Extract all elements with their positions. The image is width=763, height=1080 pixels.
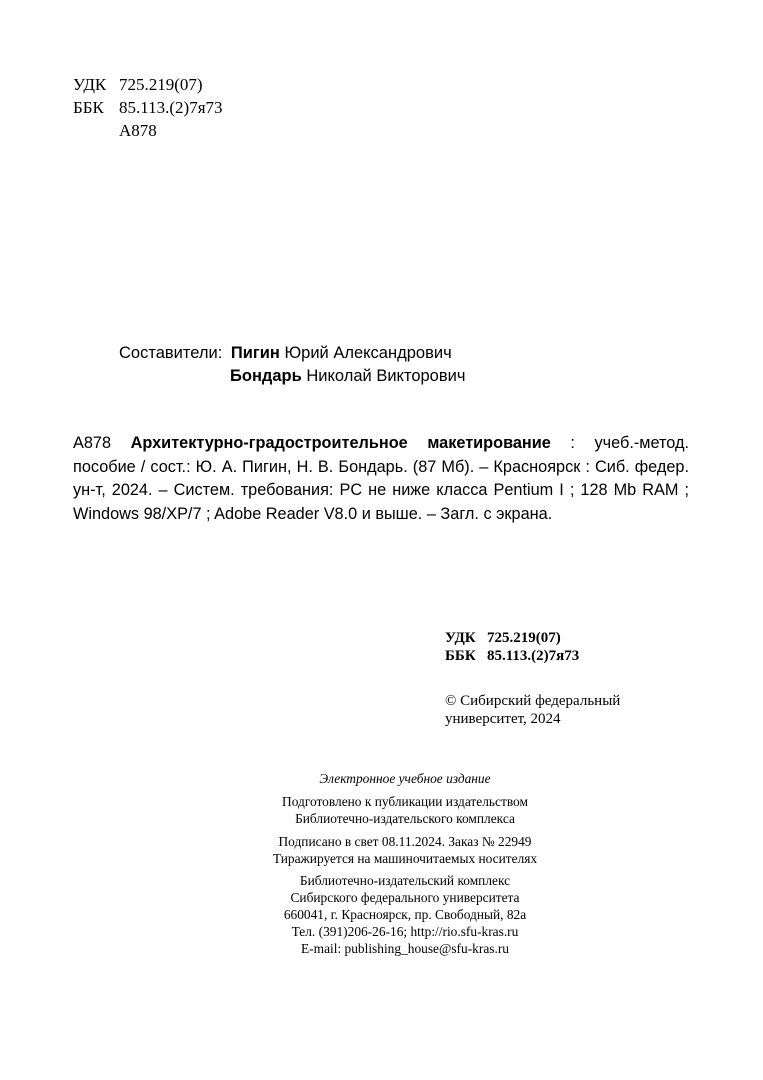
- compiler-surname: Пигин: [230, 344, 280, 362]
- publisher-email: E-mail: publishing_house@sfu-kras.ru: [301, 941, 509, 956]
- compilers-line-2: [230, 365, 465, 388]
- bbk-bold-line: [445, 647, 579, 665]
- publisher-address: 660041, г. Красноярск, пр. Свободный, 82а: [283, 907, 527, 922]
- udc-bold-value: 725.219(07): [487, 630, 561, 646]
- signed-line: Тиражируется на машиночитаемых носителях: [272, 851, 538, 866]
- edition-type: Электронное учебное издание: [319, 771, 491, 786]
- compiler-name: Юрий Александрович: [284, 344, 452, 362]
- bbk-bold-label: ББК: [445, 648, 476, 664]
- bib-title: Архитектурно-градостроительное макетирование: [130, 434, 551, 452]
- compilers-line-1: [119, 342, 452, 365]
- author-mark: [119, 119, 157, 142]
- udc-label: УДК: [73, 75, 107, 94]
- compiler-name: Николай Викторович: [306, 367, 466, 385]
- udc-bold-line: [445, 629, 561, 647]
- udc-bold-label: УДК: [445, 630, 476, 646]
- copyright-line-2: университет, 2024: [445, 711, 561, 727]
- publisher-phone: Тел. (391)206-26-16; http://rio.sfu-kras.ru: [291, 924, 519, 939]
- publisher-line: Библиотечно-издательский комплекс: [299, 873, 511, 888]
- bib-description: : учеб.-метод. пособие / сост.: Ю. А. Пигин, Н. В. Бондарь. (87 Мб). – Красноярск : Сиб. федер. ун-т, 2024. – Систем. требования: PC не ниже класса Pentium I ; 128 Mb RAM ; Windows 98/XP/7 ; Adobe Reader V8.0 и выше. – Загл. с экрана.: [73, 434, 689, 523]
- prepared-line: Подготовлено к публикации издательством: [282, 794, 528, 809]
- publisher-line: Сибирского федерального университета: [290, 890, 520, 905]
- udc-value: 725.219(07): [119, 75, 203, 94]
- signed-line: Подписано в свет 08.11.2024. Заказ № 22949: [278, 834, 532, 849]
- copyright-line-1: © Сибирский федеральный: [445, 693, 621, 709]
- bibliographic-record: [73, 432, 689, 526]
- author-mark-value: А878: [119, 121, 157, 140]
- prepared-line: Библиотечно-издательского комплекса: [295, 811, 515, 826]
- bbk-value: 85.113.(2)7я73: [119, 98, 223, 117]
- bbk-line: [73, 96, 223, 119]
- bbk-label: ББК: [73, 98, 104, 117]
- bib-code: А878: [73, 434, 112, 452]
- compilers-label: Составители:: [119, 344, 223, 362]
- udc-line: [73, 73, 203, 96]
- bbk-bold-value: 85.113.(2)7я73: [487, 648, 580, 664]
- compiler-surname: Бондарь: [230, 367, 302, 385]
